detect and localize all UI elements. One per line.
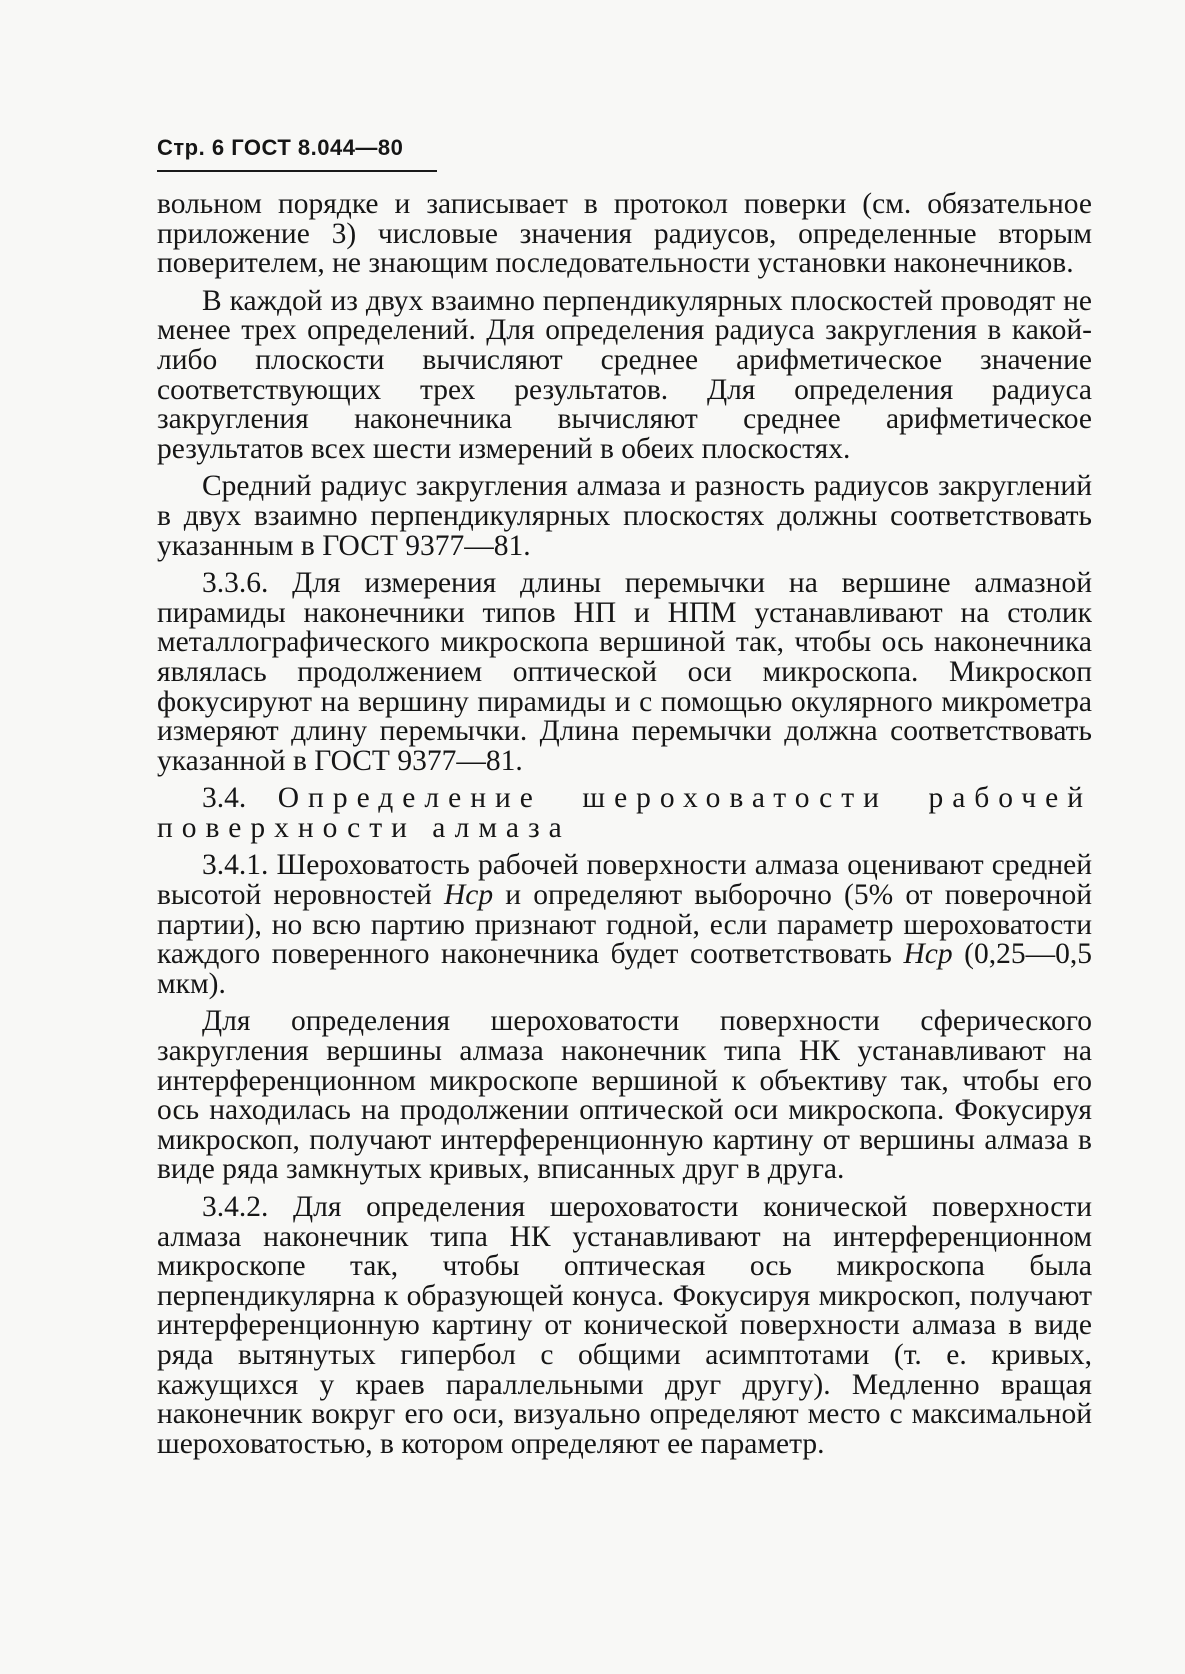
paragraph-3-3-6: 3.3.6. Для измерения длины перемычки на вершине алмазной пирамиды наконечники типов НП и НПМ устанавливают на столик металлографического микроскопа вершиной так, чтобы ось наконечника являлась продолжением оптической оси микроскопа. Микроскоп фокусируют на вершину пирамиды и с помощью окулярного микрометра измеряют длину перемычки. Длина перемычки должна соответствовать указанной в ГОСТ 9377—81.	[157, 567, 1092, 777]
paragraph-spherical-roughness: Для определения шероховатости поверхности сферического закругления вершины алмаза наконечник типа НК устанавливают на интерференционном микроскопе вершиной к объективу так, чтобы его ось находилась на продолжении оптической оси микроскопа. Фокусируя микроскоп, получают интерференционную картину от вершины алмаза в виде ряда замкнутых кривых, вписанных друг в друга.	[157, 1005, 1092, 1186]
paragraph-3-4-1	[157, 851, 1092, 999]
standard-designation: ГОСТ 8.044—80	[231, 135, 404, 160]
symbol-h-avg-2: Hср	[903, 938, 953, 971]
section-heading-3-4	[157, 784, 1092, 843]
paragraph-3-4-2: 3.4.2. Для определения шероховатости конической поверхности алмаза наконечник типа НК устанавливают на интерференционном микроскопе так, чтобы оптическая ось микроскопа была перпендикулярна к образующей конуса. Фокусируя микроскоп, получают интерференционную картину от конической поверхности алмаза в виде ряда вытянутых гипербол с общими асимптотами (т. е. кривых, кажущихся у краев параллельными друг другу). Медленно вращая наконечник вокруг его оси, визуально определяют место с максимальной шероховатостью, в котором определяют ее параметр.	[157, 1191, 1092, 1460]
paragraph-continuation: вольном порядке и записывает в протокол поверки (см. обязательное приложение 3) числовые значения радиусов, определенные вторым поверителем, не знающим последовательности установки наконечников.	[157, 188, 1092, 280]
section-number: 3.4.	[202, 782, 247, 815]
paragraph-3-4-1-part-b: и определяют выборочно (5% от поверочной партии), но всю партию признают годной, если параметр шероховатости каждого поверенного наконечника будет соответствовать	[157, 879, 1092, 971]
paragraph-measurements: В каждой из двух взаимно перпендикулярных плоскостей проводят не менее трех определений. Для определения радиуса закругления в какой-либо плоскости вычисляют среднее арифметическое значение соответствующих трех результатов. Для определения радиуса закругления наконечника вычисляют среднее арифметическое результатов всех шести измерений в обеих плоскостях.	[157, 284, 1092, 465]
paragraph-mean-radius: Средний радиус закругления алмаза и разность радиусов закруглений в двух взаимно перпендикулярных плоскостях должны соответствовать указанным в ГОСТ 9377—81.	[157, 470, 1092, 562]
header-text	[157, 134, 403, 162]
page-header	[157, 134, 437, 172]
section-title: Определение шероховатости рабочей поверхности алмаза	[157, 782, 1092, 844]
paragraph-3-4-1-part-a: 3.4.1. Шероховатость рабочей поверхности алмаза оценивают средней высотой неровностей	[157, 849, 1092, 912]
symbol-h-avg: Hср	[443, 879, 494, 912]
paragraph-3-4-1-part-c: (0,25—0,5 мкм).	[157, 938, 1092, 1000]
body-text	[157, 190, 1092, 1467]
page-number-label: Стр. 6	[157, 135, 225, 160]
